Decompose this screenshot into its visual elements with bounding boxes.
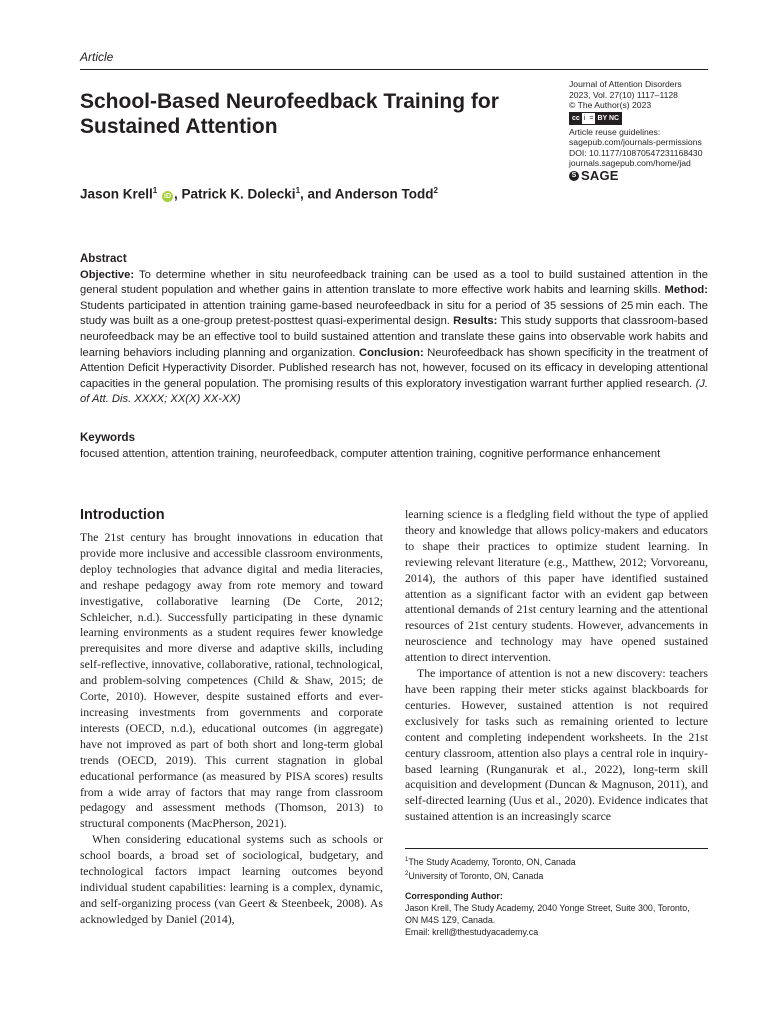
corresponding-address-2: ON M4S 1Z9, Canada. [405,914,496,925]
affiliation-marker: 1 [152,186,158,195]
journal-volume: 2023, Vol. 27(10) 1117–1128 [569,89,678,100]
sage-logo [569,167,702,183]
results-text: This study supports that classroom-based neurofeedback may be an effective tool to build sustained attention and translate these gains into observable work habits and learning behaviors including planning and organization. [80,315,708,359]
keywords-list: focused attention, attention training, neurofeedback, computer attention training, cognitive performance enhancement [80,447,661,460]
header-rule [80,69,708,70]
article-type-label: Article [80,50,114,64]
journal-meta-block [569,79,702,181]
cc-license-badge [569,112,622,125]
sage-logo-icon: S [569,171,579,181]
body-column-right [405,507,708,825]
author-name: , and Anderson Todd [300,186,434,202]
objective-text: To determine whether in situ neurofeedback training can be used as a tool to build sustained attention in the general student population and whether gains in attention translate to more effective work habits and learning skills. [80,268,708,297]
doi-line[interactable]: DOI: 10.1177/10870547231168430 [569,147,703,158]
corresponding-address-1: Jason Krell, The Study Academy, 2040 Yonge Street, Suite 300, Toronto, [405,902,690,913]
conclusion-text: Neurofeedback has shown specificity in the treatment of Attention Deficit Hyperactivity Disorder. Published research has not, however, focused on its efficacy in developing attentional capacities in the general population. The promising results of this exploratory investigation warrant further applied research. [80,346,708,390]
publisher-name: SAGE [581,167,619,183]
keywords-section [80,431,708,462]
affiliation-marker: 2 [433,186,438,195]
affiliation-marker: 1 [405,857,409,863]
corresponding-email[interactable]: Email: krell@thestudyacademy.ca [405,926,539,937]
objective-label: Objective: [80,268,135,281]
introduction-heading: Introduction [80,507,165,523]
affiliation-text: University of Toronto, ON, Canada [408,870,544,881]
citation-text: (J. of Att. Dis. XXXX; XX(X) XX-XX) [80,377,708,406]
journal-home-link[interactable]: journals.sagepub.com/home/jad [569,158,691,168]
reuse-guidelines-link[interactable]: sagepub.com/journals-permissions [569,137,702,147]
method-text: Students participated in attention training game-based neurofeedback in situ for a period of 35 sessions of 25 min each. The study was built as a one-group pretest-posttest quasi-experimental design. [80,299,708,328]
keywords-heading: Keywords [80,432,135,444]
paper-title [80,89,550,139]
cc-by-icon: i [583,114,586,122]
orcid-icon[interactable]: iD [164,192,171,200]
affiliation-marker: 1 [295,186,301,195]
results-label: Results: [453,315,498,328]
cc-terms-label: BY NC [597,114,620,122]
body-column-left [80,530,383,928]
author-list [80,186,438,202]
affiliation-1 [405,854,715,868]
footnote-rule [405,848,708,849]
copyright-line: © The Author(s) 2023 [569,100,652,110]
paragraph: The importance of attention is not a new discovery: teachers have been rapping their meter sticks against blackboards for centuries. However, sustained attention is not required exclusively for tasks such as remaining oriented to lecture content and completing independent worksheets. In the 21st century classroom, attention also plays a central role in inquiry-based learning (Runganurak et al., 2022), long-term skill acquisition and development (Duncan & Magnuson, 2011), and self-directed learning (Uus et al., 2020). Evidence indicates that sustained attention is an increasingly scarce [405,666,708,824]
author-name: Jason Krell [80,186,153,202]
affiliation-marker: 2 [405,870,409,877]
abstract-section [80,252,708,408]
affiliation-2 [405,868,715,882]
conclusion-label: Conclusion: [359,346,424,359]
paragraph: The 21st century has brought innovations in education that provide more inclusive and accessible classroom environments, deploy technologies that advance digital and media literacies, and reshape pedagogy away from rote memory and toward investigative, collaborative learning (De Corte, 2012; Schleicher, n.d.). Successfully participating in these dynamic learning environments as a student requires fewer knowledge prerequisites and more diverse and adaptive skills, including self-reflective, innovative, collaborative, rational, technological, and problem-solving competences (Child & Shaw, 2015; de Corte, 2010). However, despite sustained efforts and ever-increasing investments from governments and corporate interests (OECD, n.d.), educational outcomes (in aggregate) have not improved as part of both short and long-term global trends (OECD, 2019). This current stagnation in global educational performance (as measured by PISA scores) results from a wide array of factors that may range from classroom pedagogy and assessment methods (Thomson, 2013) to structural components (MacPherson, 2021). [80,530,383,831]
journal-name: Journal of Attention Disorders [569,79,682,89]
reuse-guidelines-label: Article reuse guidelines: [569,126,661,137]
abstract-heading: Abstract [80,253,127,265]
corresponding-author-heading: Corresponding Author: [405,890,503,901]
cc-icon: cc [572,114,580,122]
title-line-1: School-Based Neurofeedback Training for [80,90,499,113]
paragraph: When considering educational systems such as schools or school boards, a broad set of sociological, budgetary, and technological factors impact learning outcomes beyond individual student capabilities: learning is a complex, dynamic, and self-organizing process (van Geert & Steenbeek, 2008). As acknowledged by Daniel (2014), [80,832,383,926]
author-name: , Patrick K. Dolecki [174,186,296,202]
footnotes-block [405,854,715,938]
method-label: Method: [664,284,708,297]
affiliation-text: The Study Academy, Toronto, ON, Canada [408,856,576,867]
abstract-body [80,268,708,408]
paragraph: learning science is a fledgling field without the type of applied theory and knowledge that allows policy-makers and educators to shape their practices to optimize student learning. In reviewing relevant literature (e.g., Matthew, 2012; Vorvoreanu, 2014), the authors of this paper have identified sustained attention as a significant factor with an evident gap between attentional demands of 21st century learning and the attentional resources of 21st century students. However, advancements in neuroscience and technology may have opened sustained attention to direct intervention. [405,507,708,665]
cc-nd-icon: = [589,114,594,122]
title-line-2: Sustained Attention [80,115,278,138]
